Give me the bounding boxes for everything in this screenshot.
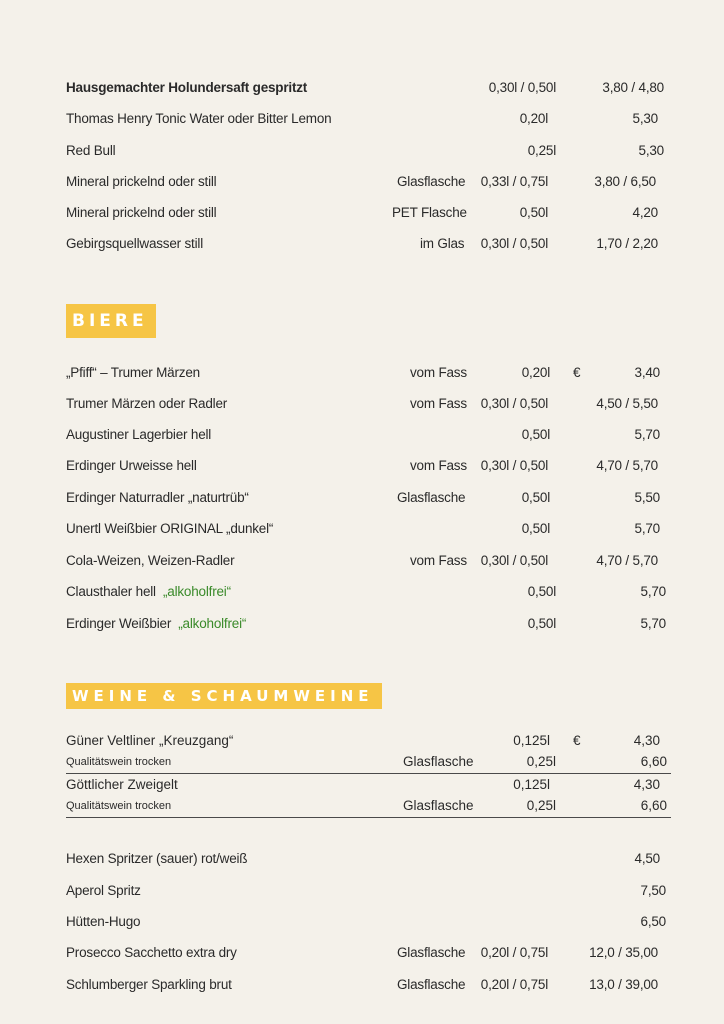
item-price: 4,20 (632, 205, 658, 220)
divider (66, 773, 671, 774)
item-price: 4,70 / 5,70 (596, 553, 658, 568)
item-price: 5,70 (640, 616, 666, 631)
menu-item-beer (0, 486, 724, 510)
currency-symbol: € (573, 365, 581, 380)
section-heading-weine: WEINE & SCHAUMWEINE (66, 683, 382, 709)
menu-item-beer (0, 454, 724, 478)
item-price: 5,50 (634, 490, 660, 505)
item-note: PET Flasche (392, 205, 467, 220)
sparkling-item (0, 973, 724, 997)
item-size: 0,20l / 0,75l (480, 977, 548, 992)
item-price: 5,30 (638, 143, 664, 158)
item-note: vom Fass (410, 396, 467, 411)
item-size: 0,20l (521, 365, 550, 380)
currency-symbol: € (573, 733, 581, 748)
sparkling-item (0, 879, 724, 903)
item-price: 3,40 (634, 365, 660, 380)
wine-item-sub (0, 752, 724, 772)
item-note: Glasflasche (397, 490, 466, 505)
item-note: vom Fass (410, 458, 467, 473)
item-name: Prosecco Sacchetto extra dry (66, 945, 237, 960)
item-name: Göttlicher Zweigelt (66, 777, 178, 792)
item-name: Güner Veltliner „Kreuzgang“ (66, 733, 234, 748)
item-name: „Pfiff“ – Trumer Märzen (66, 365, 200, 380)
item-name: Thomas Henry Tonic Water oder Bitter Lemon (66, 111, 332, 126)
item-name: Trumer Märzen oder Radler (66, 396, 228, 411)
item-price: 5,70 (634, 521, 660, 536)
menu-item-mineral-pet (0, 201, 724, 225)
item-price: 4,70 / 5,70 (596, 458, 658, 473)
menu-item-beer (0, 423, 724, 447)
item-price: 1,70 / 2,20 (596, 236, 658, 251)
menu-item-tonic (0, 107, 724, 131)
item-price: 4,30 (633, 733, 660, 748)
item-note: vom Fass (410, 365, 467, 380)
item-name: Schlumberger Sparkling brut (66, 977, 232, 992)
item-note: Glasflasche (403, 798, 474, 813)
wine-item-sub (0, 796, 724, 816)
item-name: Hexen Spritzer (sauer) rot/weiß (66, 851, 248, 866)
sparkling-item (0, 847, 724, 871)
item-extra: „alkoholfrei“ (162, 584, 231, 599)
item-size: 0,25l (527, 143, 556, 158)
divider (66, 817, 671, 818)
item-size: 0,50l (521, 490, 550, 505)
item-size: 0,50l (527, 616, 556, 631)
item-name: Erdinger Urweisse hell (66, 458, 197, 473)
item-size: 0,30l / 0,50l (480, 458, 548, 473)
menu-item-mineral-glass (0, 170, 724, 194)
item-size: 0,50l (527, 584, 556, 599)
menu-item-holundersaft (0, 76, 724, 100)
item-name: Aperol Spritz (66, 883, 141, 898)
item-name: Hausgemachter Holundersaft gespritzt (66, 80, 308, 95)
item-name: Clausthaler hell (66, 584, 156, 599)
item-note: Glasflasche (397, 174, 466, 189)
item-name: Hütten-Hugo (66, 914, 141, 929)
item-size: 0,20l (519, 111, 548, 126)
menu-item-beer (0, 549, 724, 573)
item-name: Cola-Weizen, Weizen-Radler (66, 553, 235, 568)
item-price: 3,80 / 4,80 (602, 80, 664, 95)
item-price: 4,30 (633, 777, 660, 792)
sparkling-item (0, 941, 724, 965)
item-name: Erdinger Weißbier (66, 616, 172, 631)
item-extra: „alkoholfrei“ (178, 616, 247, 631)
item-price: 7,50 (640, 883, 666, 898)
wine-item (0, 775, 724, 795)
item-price: 6,60 (640, 754, 667, 769)
item-price: 3,80 / 6,50 (594, 174, 656, 189)
menu-item-redbull (0, 139, 724, 163)
item-name: Red Bull (66, 143, 116, 158)
item-price: 13,0 / 39,00 (589, 977, 658, 992)
menu-item-beer (0, 392, 724, 416)
item-note: Glasflasche (397, 945, 466, 960)
wine-item (0, 731, 724, 751)
item-price: 4,50 / 5,50 (596, 396, 658, 411)
item-note: Glasflasche (397, 977, 466, 992)
item-price: 5,70 (640, 584, 666, 599)
item-price: 5,30 (632, 111, 658, 126)
item-price: 12,0 / 35,00 (589, 945, 658, 960)
item-name: Gebirgsquellwasser still (66, 236, 204, 251)
item-price: 4,50 (634, 851, 660, 866)
section-heading-biere: BIERE (66, 304, 156, 338)
item-price: 5,70 (634, 427, 660, 442)
menu-item-gebirgsquellwasser (0, 232, 724, 256)
menu-item-beer (0, 517, 724, 541)
item-size: 0,33l / 0,75l (480, 174, 548, 189)
item-name: Mineral prickelnd oder still (66, 174, 217, 189)
item-note: Glasflasche (403, 754, 474, 769)
item-size: 0,30l / 0,50l (480, 236, 548, 251)
item-size: 0,30l / 0,50l (488, 80, 556, 95)
item-name: Unertl Weißbier ORIGINAL „dunkel“ (66, 521, 274, 536)
wine-quality: Qualitätswein trocken (66, 756, 172, 768)
item-size: 0,25l (526, 754, 556, 769)
item-size: 0,50l (521, 521, 550, 536)
item-price: 6,50 (640, 914, 666, 929)
item-price: 6,60 (640, 798, 667, 813)
item-size: 0,125l (513, 777, 550, 792)
item-size: 0,25l (526, 798, 556, 813)
item-name: Erdinger Naturradler „naturtrüb“ (66, 490, 249, 505)
menu-item-beer (0, 612, 724, 636)
item-size: 0,50l (521, 427, 550, 442)
wine-quality: Qualitätswein trocken (66, 800, 172, 812)
item-size: 0,30l / 0,50l (480, 553, 548, 568)
item-note: vom Fass (410, 553, 467, 568)
item-size: 0,30l / 0,50l (480, 396, 548, 411)
item-size: 0,125l (513, 733, 550, 748)
menu-item-beer (0, 580, 724, 604)
item-note: im Glas (420, 236, 465, 251)
item-name: Augustiner Lagerbier hell (66, 427, 212, 442)
item-size: 0,20l / 0,75l (480, 945, 548, 960)
sparkling-item (0, 910, 724, 934)
menu-item-beer (0, 361, 724, 385)
item-size: 0,50l (519, 205, 548, 220)
item-name: Mineral prickelnd oder still (66, 205, 217, 220)
